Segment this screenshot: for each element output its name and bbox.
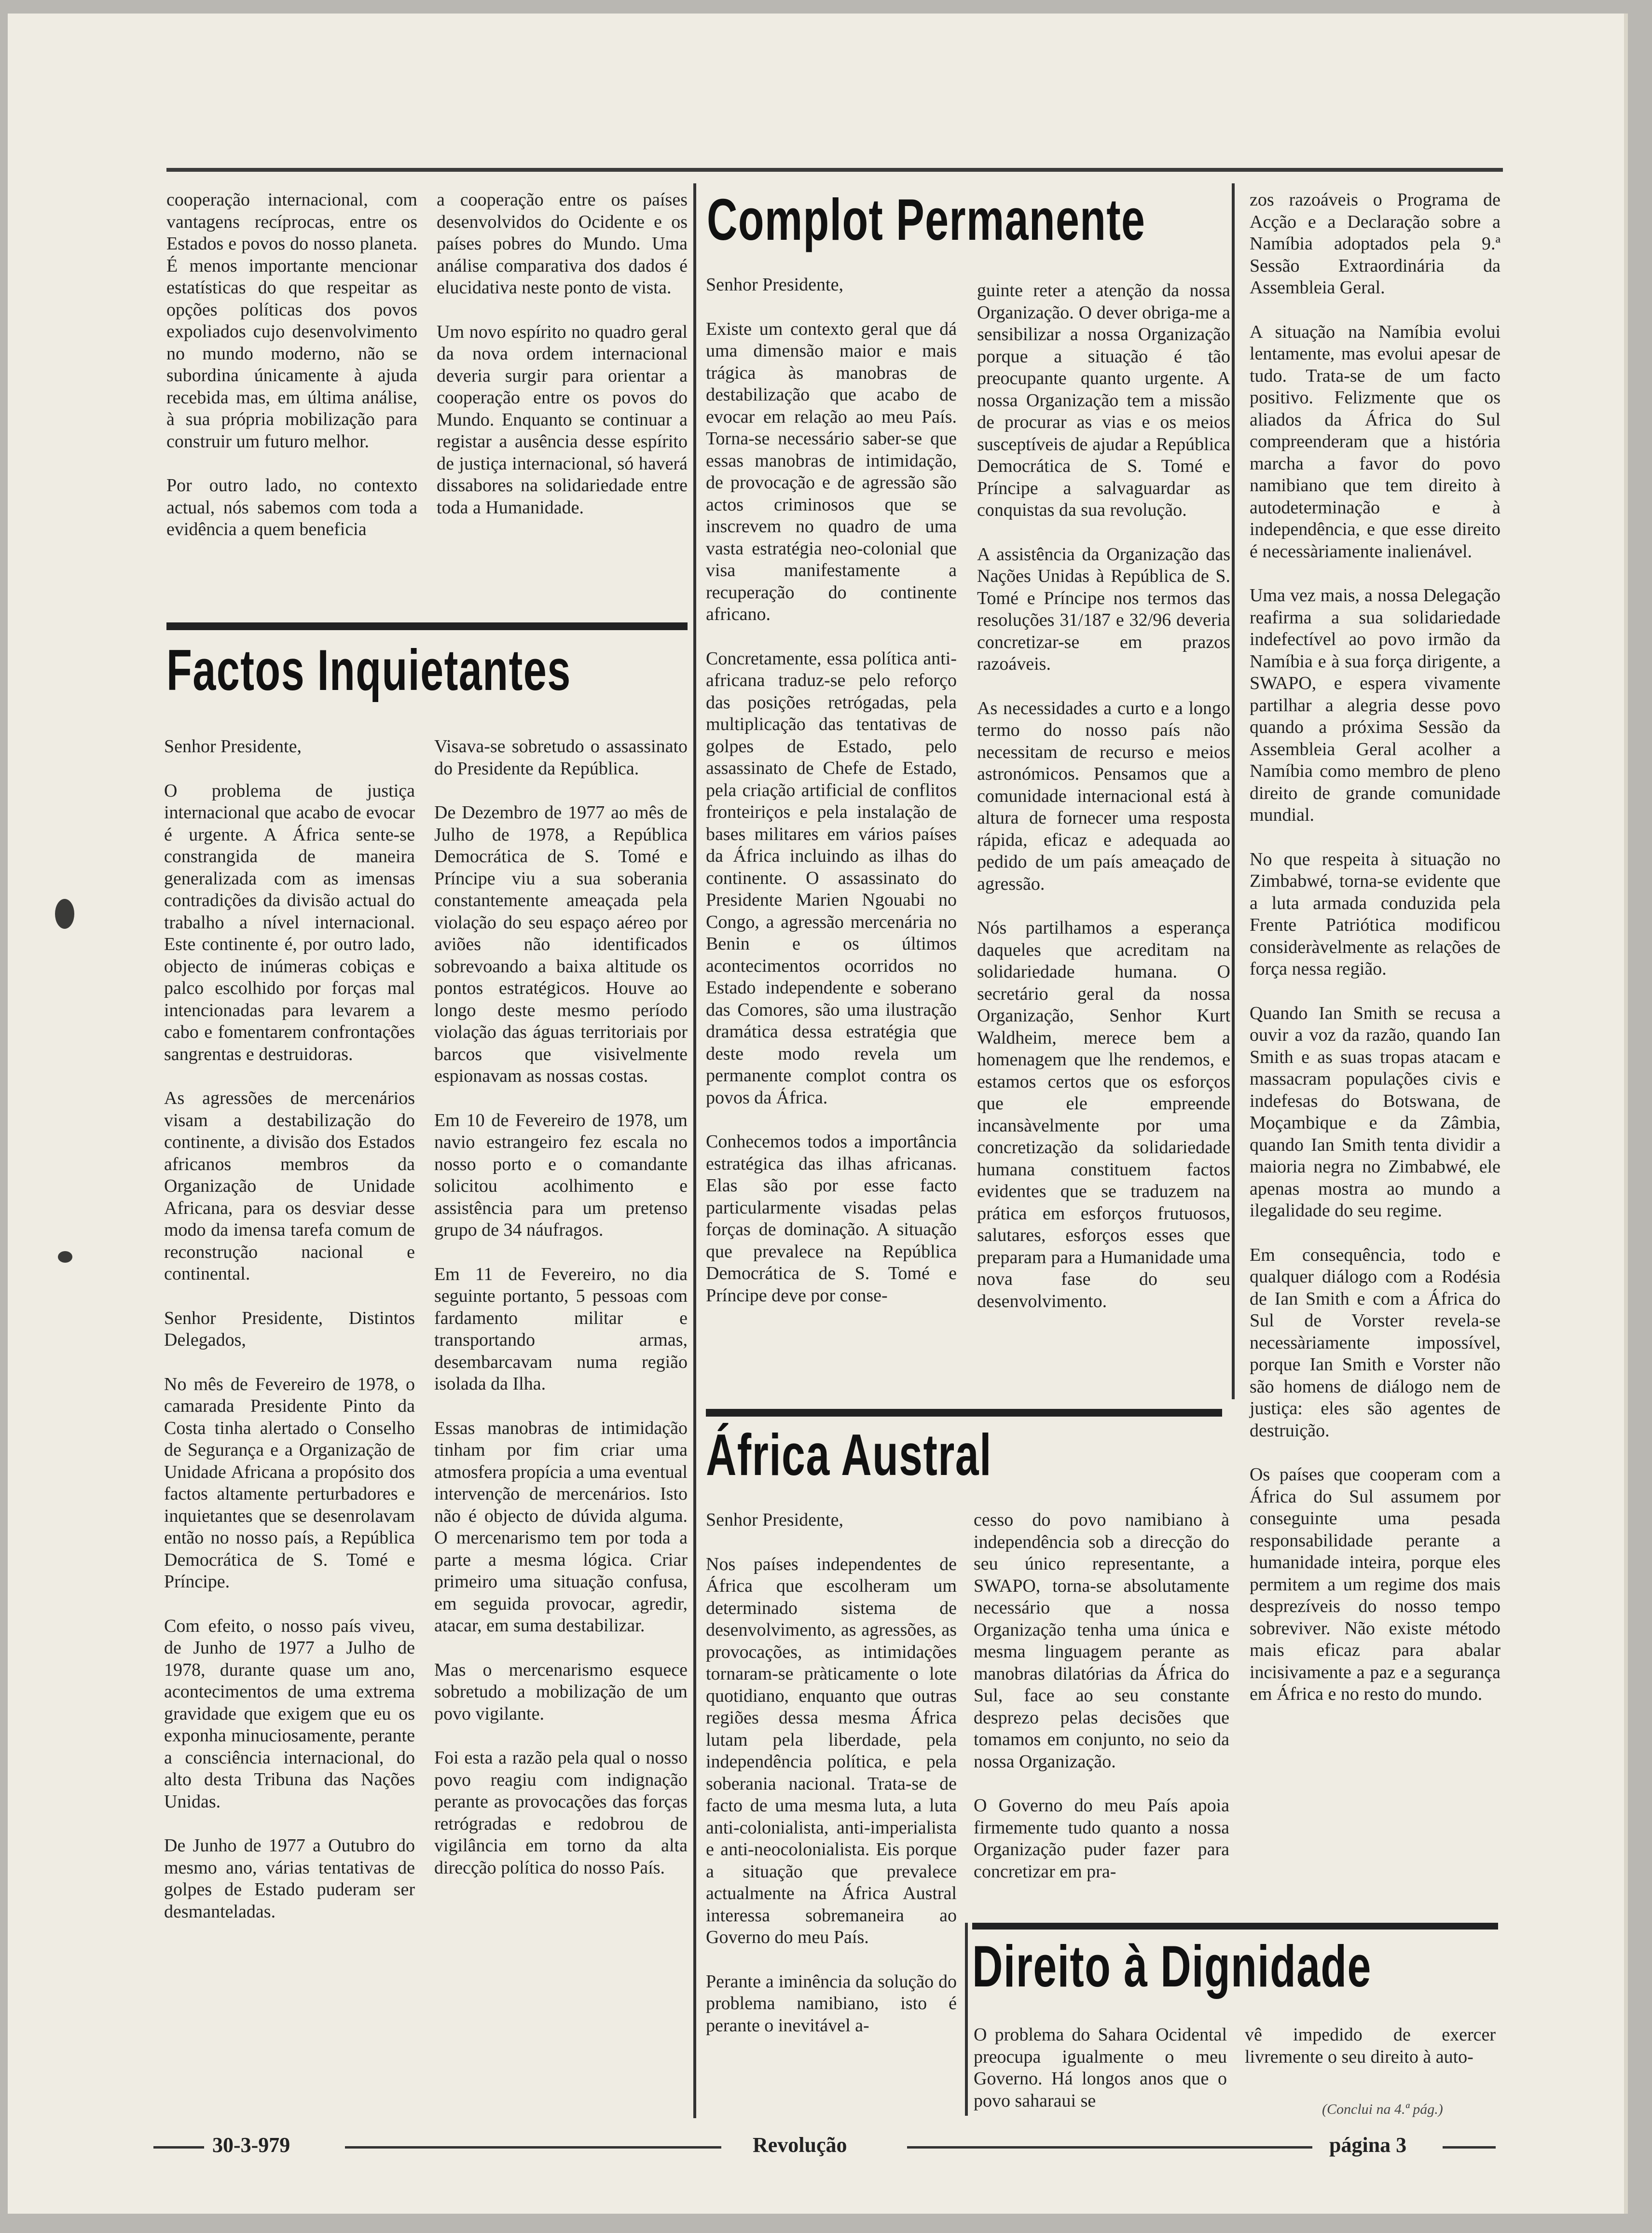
paragraph: Concretamente, essa política anti-africana traduz-se pelo reforço das posições retrógadas, pela multiplicação das tentativas de golpes de Estado, pelo assassinato de Chefe de Estado, pela criação artificial de conflitos fronteiriços e pela instalação de bases militares em vários países da África incluindo as ilhas do continente. O assassinato do Presidente Marien Ngouabi no Congo, a agressão mercenária no Benin e os últimos acontecimentos ocorridos no Estado independente e soberano das Comores, são uma ilustração dramática dessa estratégia que deste modo revela um permanente complot contra os povos da África.: [706, 648, 957, 1108]
paragraph: A situação na Namíbia evolui lentamente, mas evolui apesar de tudo. Trata-se de um facto positivo. Felizmente que os aliados da África do Sul compreenderam que a história marcha a favor do povo namibiano que tem direito à autodeterminação e à independência, e que esse direito é necessàriamente inalienável.: [1250, 321, 1501, 562]
paragraph: As agressões de mercenários visam a destabilização do continente, a divisão dos Estados africanos membros da Organização de Unidade Africana, para os desviar desse modo da imensa tarefa comum de reconstrução nacional e continental.: [164, 1088, 415, 1284]
paragraph: Nos países independentes de África que escolheram um determinado sistema de desenvolvimento, as agressões, as provocações, as intimidações tornaram-se pràticamente o lote quotidiano, enquanto que outras regiões dessa mesma África lutam pela liberdade, pela independência política, e pela soberania nacional. Trata-se de facto de uma mesma luta, a luta anti-colonialista, anti-imperialista e anti-neocolonialista. Eis porque a situação que prevalece actualmente na África Austral interessa sobremaneira ao Governo do meu País.: [706, 1554, 957, 1947]
paragraph: zos razoáveis o Programa de Acção e a Declaração sobre a Namíbia adoptados pela 9.ª Sessão Extraordinária da Assembleia Geral.: [1250, 190, 1501, 298]
paragraph: Em 11 de Fevereiro, no dia seguinte portanto, 5 pessoas com fardamento militar e transportando armas, desembarcavam numa região isolada da Ilha.: [434, 1264, 688, 1394]
africa-title: África Austral: [706, 1422, 992, 1488]
paragraph: Senhor Presidente,: [164, 736, 302, 757]
paragraph: De Junho de 1977 a Outubro do mesmo ano, várias tentativas de golpes de Estado puderam ser desmanteladas.: [164, 1835, 415, 1922]
paragraph: Nós partilhamos a esperança daqueles que acreditam na solidariedade humana. O secretário geral da nossa Organização, Senhor Kurt Waldheim, merece bem a homenagem que lhe rendemos, e estamos certos que os esforços que ele empreende incansàvelmente por uma concretização da solidariedade humana constituem factos evidentes que se traduzem na prática em esforços frutuosos, salutares, esforços esses que preparam para a Humanidade uma nova fase do seu desenvolvimento.: [977, 918, 1230, 1311]
footer-date: 30-3-979: [212, 2133, 290, 2157]
column-rule: [1232, 183, 1235, 1399]
paragraph: Visava-se sobretudo o assassinato do Presidente da República.: [434, 736, 688, 779]
paragraph: Por outro lado, no contexto actual, nós sabemos com toda a evidência a quem beneficia: [166, 475, 417, 539]
direito-col5: [1245, 2024, 1496, 2090]
complot-col4: [977, 280, 1230, 1335]
paragraph: O problema de justiça internacional que acabo de evocar é urgente. A África sente-se constrangida de maneira generalizada com as imensas contradições da divisão actual do trabalho a nível internacional. Este continente é, por outro lado, objecto de inúmeras cobiças e palco escolhido por forças mal intencionadas para levarem a cabo e fomentarem confrontações sangrentas e destruidoras.: [164, 780, 415, 1064]
section-rule: [972, 1923, 1498, 1930]
complot-title: Complot Permanente: [707, 187, 1146, 252]
section-rule: [706, 1409, 1222, 1417]
paragraph: A assistência da Organização das Nações Unidas à República de S. Tomé e Príncipe nos termos das resoluções 31/187 e 32/96 deveria concretizar-se em prazos razoáveis.: [977, 544, 1230, 674]
paragraph: a cooperação entre os países desenvolvidos do Ocidente e os países pobres do Mundo. Uma análise comparativa dos dados é elucidativa neste ponto de vista.: [437, 190, 688, 298]
punch-hole: [58, 1251, 72, 1263]
paragraph: Senhor Presidente,: [706, 1510, 843, 1530]
paragraph: Senhor Presidente, Distintos Delegados,: [164, 1308, 415, 1350]
paragraph: Um novo espírito no quadro geral da nova ordem internacional deveria surgir para orientar a cooperação entre os povos do Mundo. Enquanto se continuar a registar a ausência desse espírito de justiça internacional, só haverá dissabores na solidariedade entre toda a Humanidade.: [437, 321, 688, 518]
paragraph: Em consequência, todo e qualquer diálogo com a Rodésia de Ian Smith e com a África do Sul de Vorster revela-se necessàriamente impossível, porque Ian Smith e Vorster não são homens de diálogo nem de justiça: eles são agentes de destruição.: [1250, 1244, 1501, 1441]
africa-col3: [706, 1509, 957, 2059]
paragraph: O problema do Sahara Ocidental preocupa igualmente o meu Governo. Há longos anos que o povo saharaui se: [974, 2025, 1227, 2111]
paragraph: Os países que cooperam com a África do Sul assumem por conseguinte uma pesada responsabilidade perante a humanidade inteira, porque eles permitem a um regime dos mais desprezíveis do nosso tempo sobreviver. Não existe método mais eficaz para abalar incisivamente a paz e a segurança em África e no resto do mundo.: [1250, 1464, 1501, 1704]
direito-title: Direito à Dignidade: [972, 1933, 1372, 1999]
paragraph: Foi esta a razão pela qual o nosso povo reagiu com indignação perante as provocações das forças retrógradas e redobrou de vigilância em torno da alta direcção política do nosso País.: [434, 1748, 688, 1878]
punch-hole: [55, 899, 74, 929]
footer-page: página 3: [1329, 2133, 1407, 2157]
col1-top-text: [166, 189, 417, 563]
paragraph: De Dezembro de 1977 ao mês de Julho de 1978, a República Democrática de S. Tomé e Príncipe viu a sua soberania constantemente ameaçada pela violação do seu espaço aéreo por aviões não identificados sobrevoando a baixa altitude os pontos estratégicos. Houve ao longo deste mesmo período violação das águas territoriais por barcos que visivelmente espionavam as nossas costas.: [434, 802, 688, 1086]
direito-col4: [974, 2024, 1227, 2134]
paragraph: No que respeita à situação no Zimbabwé, torna-se evidente que a luta armada conduzida pela Frente Patriótica modificou consideràvelmente as relações de força nessa região.: [1250, 849, 1501, 979]
factos-col2: [434, 736, 688, 1901]
paragraph: No mês de Fevereiro de 1978, o camarada Presidente Pinto da Costa tinha alertado o Conselho de Segurança e a Organização de Unidade Africana a propósito dos factos altamente perturbadores e inquietantes que se desenrolavam então no nosso país, a República Democrática de S. Tomé e Príncipe.: [164, 1374, 415, 1592]
footer-rule: [1443, 2146, 1496, 2149]
factos-title: Factos Inquietantes: [166, 638, 571, 703]
continued-note: (Conclui na 4.ª pág.): [1322, 2101, 1443, 2117]
paragraph: vê impedido de exercer livremente o seu direito à auto-: [1245, 2025, 1496, 2067]
paragraph: Conhecemos todos a importância estratégica das ilhas africanas. Elas são por esse facto particularmente visadas pelas forças de dominação. A situação que prevalece na República Democrática de S. Tomé e Príncipe deve por conse-: [706, 1131, 957, 1306]
africa-col4: [974, 1509, 1229, 1905]
paragraph: As necessidades a curto e a longo termo do nosso país não necessitam de recurso e meios astronómicos. Pensamos que a comunidade internacional está à altura de fornecer uma resposta rápida, eficaz e adequada ao pedido de um país ameaçado de agressão.: [977, 698, 1230, 894]
col5-text: [1250, 189, 1501, 1728]
section-rule: [166, 622, 688, 630]
top-rule: [166, 168, 1503, 172]
paragraph: Essas manobras de intimidação tinham por fim criar uma atmosfera propícia a uma eventual intervenção de mercenários. Isto não é objecto de dúvida alguma. O mercenarismo tem por toda a parte a mesma lógica. Criar primeiro uma situação confusa, em seguida provocar, agredir, atacar, em suma destabilizar.: [434, 1418, 688, 1636]
paragraph: cesso do povo namibiano à independência sob a direcção do seu único representante, a SWAPO, torna-se absolutamente necessário que a nossa Organização tenha uma única e mesma linguagem perante as manobras dilatórias da África do Sul, face ao seu constante desprezo pelas decisões que tomamos em conjunto, no seio da nossa Organização.: [974, 1510, 1229, 1772]
complot-col3: [706, 274, 957, 1329]
paragraph: Mas o mercenarismo esquece sobretudo a mobilização de um povo vigilante.: [434, 1659, 688, 1724]
factos-col1: [164, 736, 415, 1945]
col2-top-text: [437, 189, 688, 541]
paragraph: O Governo do meu País apoia firmemente tudo quanto a nossa Organização puder fazer para concretizar em pra-: [974, 1795, 1229, 1882]
footer-rule: [907, 2146, 1312, 2149]
column-rule: [965, 1923, 968, 2116]
paragraph: Existe um contexto geral que dá uma dimensão maior e mais trágica às manobras de destabilização que acabo de evocar em relação ao meu País. Torna-se necessário saber-se que essas manobras de intimidação, de provocação e de agressão são actos criminosos que se inscrevem no quadro de uma vasta estratégia neo-colonial que visa manifestamente a recuperação do continente africano.: [706, 318, 957, 624]
footer-rule: [153, 2146, 204, 2149]
footer-rule: [345, 2146, 721, 2149]
column-rule: [693, 183, 696, 2118]
paragraph: Uma vez mais, a nossa Delegação reafirma a sua solidariedade indefectível ao povo irmão da Namíbia e à sua força dirigente, a SWAPO, e espera vivamente partilhar a alegria desse povo quando a próxima Sessão da Assembleia Geral acolher a Namíbia como membro de pleno direito de grande comunidade mundial.: [1250, 585, 1501, 825]
paragraph: guinte reter a atenção da nossa Organização. O dever obriga-me a sensibilizar a nossa Organização porque a situação é tão preocupante quanto urgente. A nossa Organização tem a missão de procurar as vias e os meios susceptíveis de ajudar a República Democrática de S. Tomé e Príncipe a salvaguardar as conquistas da sua revolução.: [977, 280, 1230, 520]
paragraph: Senhor Presidente,: [706, 275, 843, 295]
paragraph: Perante a iminência da solução do problema namibiano, isto é perante o inevitável a-: [706, 1971, 957, 2036]
paragraph: Quando Ian Smith se recusa a ouvir a voz da razão, quando Ian Smith e as suas tropas atacam e massacram populações civis e indefesas do Botswana, de Moçambique e da Zâmbia, quando Ian Smith tenta dividir a maioria negra no Zimbabwé, ele apenas mostra ao mundo a ilegalidade do seu regime.: [1250, 1003, 1501, 1221]
paragraph: Em 10 de Fevereiro de 1978, um navio estrangeiro fez escala no nosso porto e o comandante solicitou acolhimento e assistência para um pretenso grupo de 34 náufragos.: [434, 1110, 688, 1240]
paragraph: cooperação internacional, com vantagens recíprocas, entre os Estados e povos do nosso planeta. É menos importante mencionar estatísticas do que respeitar as opções políticas dos povos expoliados cujo desenvolvimento no mundo moderno, não se subordina únicamente à ajuda recebida mas, em última análise, à sua própria mobilização para construir um futuro melhor.: [166, 190, 417, 452]
paragraph: Com efeito, o nosso país viveu, de Junho de 1977 a Julho de 1978, durante quase um ano, acontecimentos de uma extrema gravidade que exigem que eu os exponha minuciosamente, perante a consciência internacional, do alto desta Tribuna das Nações Unidas.: [164, 1615, 415, 1812]
footer-paper-name: Revolução: [753, 2133, 847, 2157]
